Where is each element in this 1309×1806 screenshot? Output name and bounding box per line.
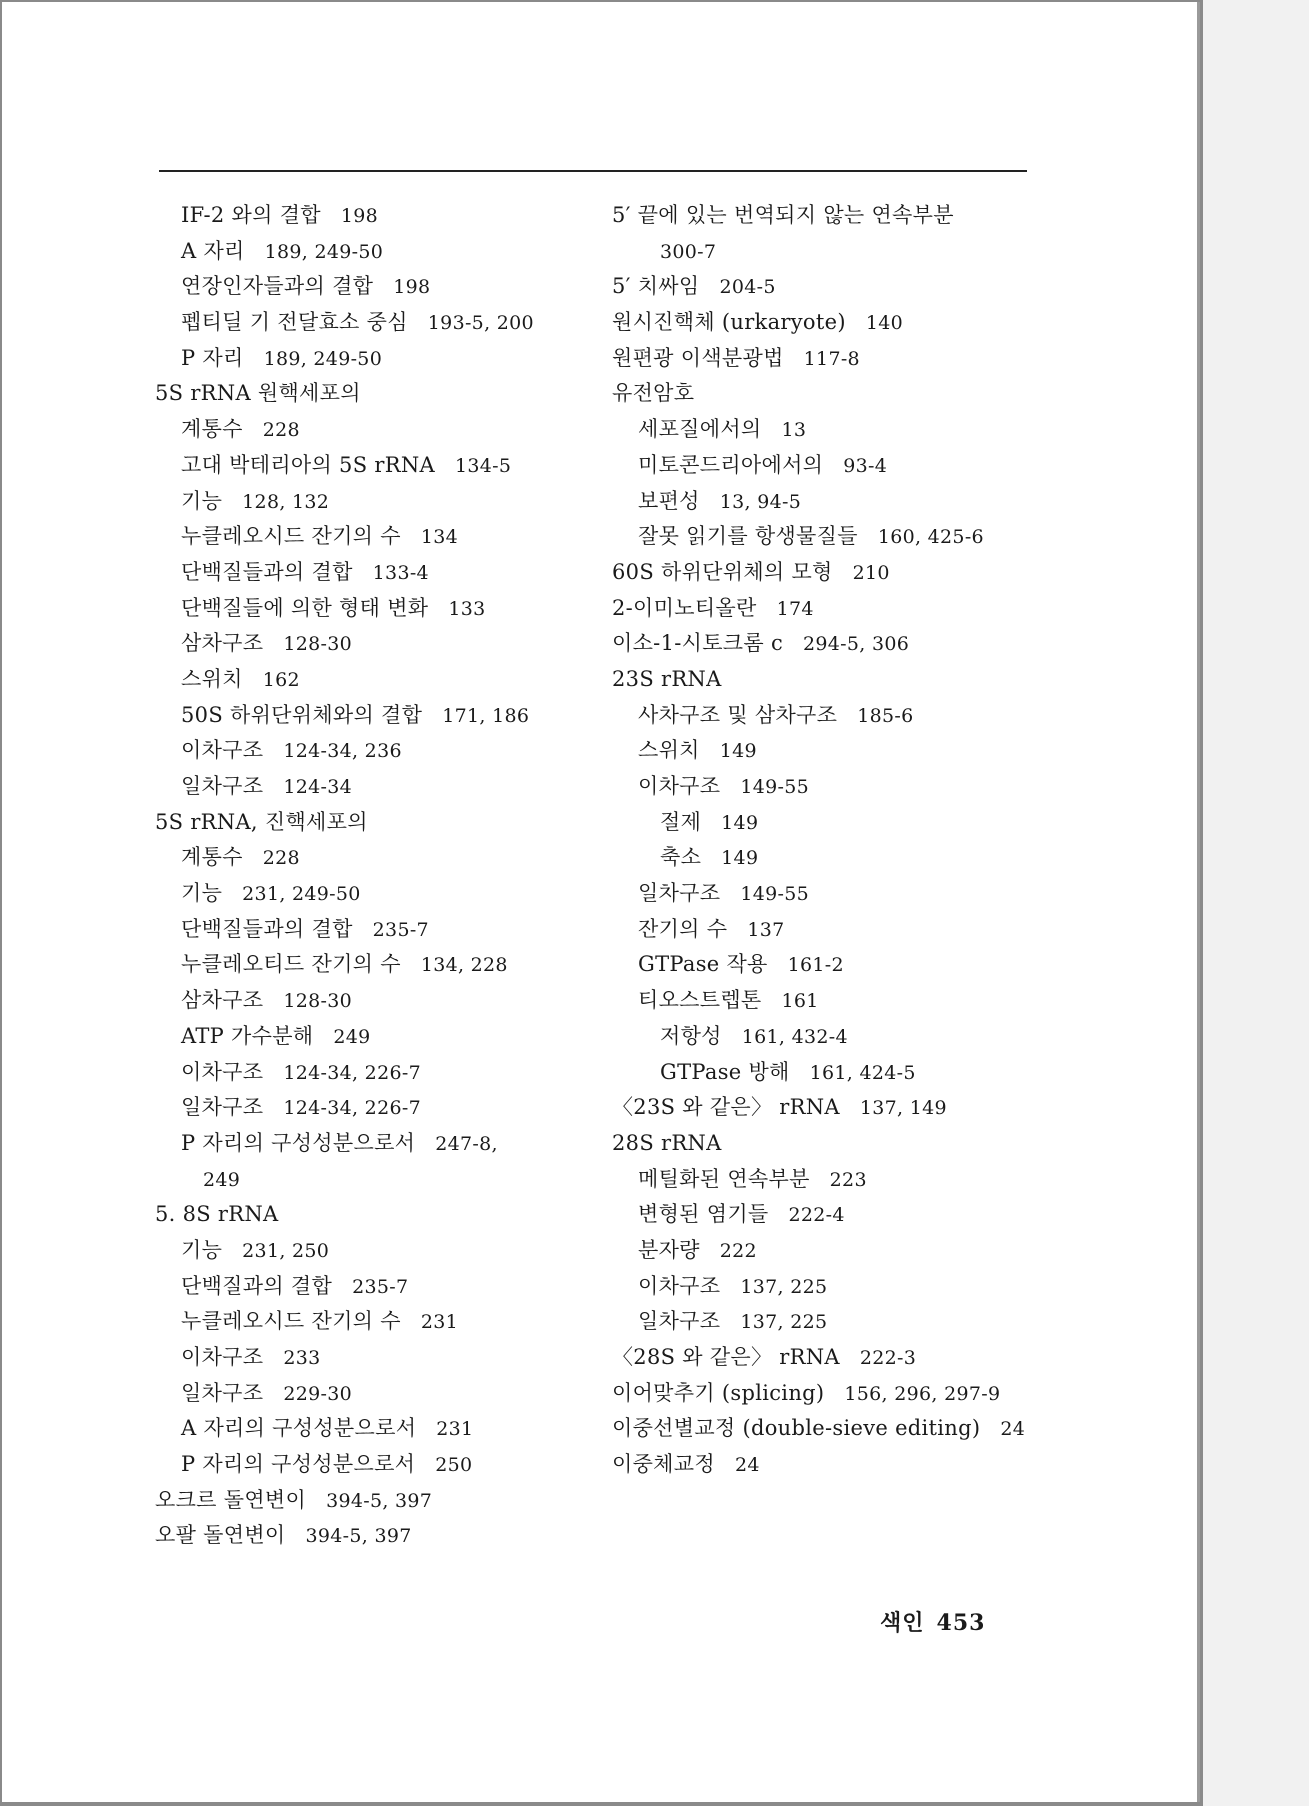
index-pages: 193-5, 200 xyxy=(427,312,534,335)
index-entry xyxy=(155,1269,595,1305)
index-term: 잔기의 수 xyxy=(638,916,728,941)
header-rule xyxy=(159,170,1027,172)
index-pages: 210 xyxy=(852,561,890,584)
index-term: 누클레오티드 잔기의 수 xyxy=(181,952,401,977)
index-entry xyxy=(612,412,1032,448)
index-entry xyxy=(155,1233,595,1269)
index-entry xyxy=(612,234,1032,270)
index-pages: 189, 249-50 xyxy=(263,347,383,370)
index-entry xyxy=(612,1055,1032,1091)
index-term: 23S rRNA xyxy=(612,666,722,691)
index-entry xyxy=(155,733,595,769)
index-pages: 117-8 xyxy=(803,347,860,370)
index-pages: 149 xyxy=(721,847,759,870)
page-footer xyxy=(880,1606,985,1637)
index-term: 일차구조 xyxy=(638,1309,721,1334)
index-entry xyxy=(155,484,595,520)
index-term: 이중선별교정 (double-sieve editing) xyxy=(612,1416,981,1441)
index-term: 5S rRNA 원핵세포의 xyxy=(155,381,361,406)
index-term: 단백질들에 의한 형태 변화 xyxy=(181,595,429,620)
index-entry xyxy=(155,305,595,341)
index-entry xyxy=(155,1411,595,1447)
index-pages: 222-3 xyxy=(859,1347,917,1369)
index-pages: 231, 250 xyxy=(242,1239,330,1262)
index-term: P 자리 xyxy=(181,345,244,370)
index-entry xyxy=(612,698,1032,734)
index-entry xyxy=(155,1340,595,1376)
index-entry xyxy=(612,1340,1032,1376)
index-pages: 24 xyxy=(734,1454,760,1477)
index-column-right xyxy=(612,198,1032,1483)
index-entry xyxy=(155,1162,595,1198)
index-pages: 134 xyxy=(420,526,458,549)
index-entry xyxy=(612,448,1032,484)
index-entry xyxy=(155,448,595,484)
index-entry xyxy=(155,1304,595,1340)
index-entry xyxy=(155,1376,595,1412)
index-pages: 133-4 xyxy=(372,561,429,584)
index-entry xyxy=(155,341,595,377)
index-pages: 124-34, 236 xyxy=(283,740,402,763)
index-pages: 300-7 xyxy=(660,240,717,263)
index-term: 오팔 돌연변이 xyxy=(155,1523,286,1548)
index-entry xyxy=(155,591,595,627)
index-entry xyxy=(612,1447,1032,1483)
index-entry xyxy=(155,769,595,805)
index-term: 이차구조 xyxy=(181,1059,264,1084)
index-entry xyxy=(612,662,1032,698)
index-term: 절제 xyxy=(660,809,702,834)
index-term: 2-이미노티올란 xyxy=(612,595,757,620)
index-pages: 134-5 xyxy=(454,454,512,477)
index-entry xyxy=(155,947,595,983)
index-pages: 174 xyxy=(776,597,814,620)
index-entry xyxy=(155,840,595,876)
index-pages: 171, 186 xyxy=(442,704,530,727)
index-term: 기능 xyxy=(181,1237,223,1262)
index-term: 삼차구조 xyxy=(181,988,264,1013)
index-entry xyxy=(155,912,595,948)
index-entry xyxy=(612,1304,1032,1340)
index-entry xyxy=(155,1126,595,1162)
index-term: 〈28S 와 같은〉 rRNA xyxy=(612,1345,840,1369)
index-pages: 134, 228 xyxy=(420,954,508,977)
index-pages: 231 xyxy=(420,1311,458,1334)
index-term: 계통수 xyxy=(181,845,243,870)
index-pages: 185-6 xyxy=(857,704,914,727)
index-term: P 자리의 구성성분으로서 xyxy=(181,1130,416,1155)
index-pages: 93-4 xyxy=(843,454,888,477)
index-term: 사차구조 및 삼차구조 xyxy=(638,702,838,727)
index-pages: 156, 296, 297-9 xyxy=(844,1382,1001,1405)
index-entry xyxy=(612,983,1032,1019)
index-entry xyxy=(155,1090,595,1126)
index-term: 〈23S 와 같은〉 rRNA xyxy=(612,1095,840,1120)
index-term: 이차구조 xyxy=(638,774,721,798)
index-entry xyxy=(612,733,1032,769)
index-term: 일차구조 xyxy=(181,1380,264,1405)
index-pages: 124-34, 226-7 xyxy=(283,1097,421,1120)
index-term: 스위치 xyxy=(181,666,243,691)
index-term: 연장인자들과의 결합 xyxy=(181,274,374,299)
index-term: 이중체교정 xyxy=(612,1452,715,1477)
index-term: 고대 박테리아의 5S rRNA xyxy=(181,452,435,477)
index-pages: 149 xyxy=(719,740,757,763)
index-entry xyxy=(155,269,595,305)
index-term: 이소-1-시토크롬 c xyxy=(612,631,784,656)
index-pages: 233 xyxy=(283,1347,321,1369)
index-entry xyxy=(612,341,1032,377)
index-term: 50S 하위단위체와의 결합 xyxy=(181,702,423,727)
index-term: 변형된 염기들 xyxy=(638,1202,769,1227)
index-term: 단백질들과의 결합 xyxy=(181,559,353,584)
index-term: 티오스트렙톤 xyxy=(638,988,762,1013)
index-entry xyxy=(155,626,595,662)
index-pages: 249 xyxy=(203,1168,241,1191)
index-pages: 140 xyxy=(865,312,903,335)
index-pages: 13, 94-5 xyxy=(719,490,802,513)
index-pages: 161, 424-5 xyxy=(809,1061,916,1084)
index-entry xyxy=(155,1055,595,1091)
index-pages: 235-7 xyxy=(372,918,429,941)
index-entry xyxy=(612,1019,1032,1055)
index-term: ATP 가수분해 xyxy=(181,1023,314,1048)
index-pages: 161 xyxy=(781,990,819,1013)
index-entry xyxy=(612,876,1032,912)
index-term: 세포질에서의 xyxy=(638,417,762,442)
index-pages: 124-34, 226-7 xyxy=(283,1061,421,1084)
index-entry xyxy=(155,876,595,912)
index-pages: 394-5, 397 xyxy=(305,1525,412,1548)
page-number: 453 xyxy=(936,1610,986,1636)
index-pages: 228 xyxy=(262,419,300,442)
index-pages: 128-30 xyxy=(283,633,353,656)
index-pages: 198 xyxy=(393,276,431,299)
index-term: 일차구조 xyxy=(638,881,721,906)
index-term: 유전암호 xyxy=(612,381,695,406)
index-term: 미토콘드리아에서의 xyxy=(638,452,824,477)
index-term: 축소 xyxy=(660,845,702,870)
index-entry xyxy=(612,840,1032,876)
index-pages: 149 xyxy=(721,811,759,834)
index-term: 기능 xyxy=(181,881,223,906)
index-entry xyxy=(612,305,1032,341)
index-term: 이차구조 xyxy=(181,1345,264,1369)
index-entry xyxy=(612,484,1032,520)
index-term: 원편광 이색분광법 xyxy=(612,345,784,370)
index-term: 이차구조 xyxy=(638,1273,721,1298)
index-term: 5S rRNA, 진핵세포의 xyxy=(155,809,368,834)
index-pages: 149-55 xyxy=(740,776,810,798)
index-pages: 149-55 xyxy=(740,883,810,906)
index-term: 잘못 읽기를 항생물질들 xyxy=(638,524,858,549)
index-term: IF-2 와의 결합 xyxy=(181,203,321,227)
index-entry xyxy=(155,805,595,841)
index-term: 원시진핵체 (urkaryote) xyxy=(612,310,846,335)
index-pages: 133 xyxy=(448,597,486,620)
index-term: 오크르 돌연변이 xyxy=(155,1487,307,1512)
index-pages: 229-30 xyxy=(283,1382,353,1405)
index-entry xyxy=(612,1376,1032,1412)
index-entry xyxy=(612,591,1032,627)
index-pages: 189, 249-50 xyxy=(264,240,384,263)
index-pages: 294-5, 306 xyxy=(803,633,910,656)
index-pages: 128, 132 xyxy=(242,490,330,513)
index-pages: 228 xyxy=(262,847,300,870)
index-pages: 223 xyxy=(829,1168,867,1191)
index-pages: 137, 225 xyxy=(740,1311,828,1334)
index-pages: 161-2 xyxy=(787,954,844,977)
index-term: 단백질과의 결합 xyxy=(181,1273,333,1298)
index-pages: 235-7 xyxy=(352,1275,409,1298)
index-entry xyxy=(612,555,1032,591)
index-term: 5′ 치싸임 xyxy=(612,274,700,299)
index-entry xyxy=(612,1269,1032,1305)
index-pages: 137 xyxy=(747,918,785,941)
index-entry xyxy=(155,1019,595,1055)
index-pages: 137, 149 xyxy=(859,1097,947,1120)
index-entry xyxy=(155,1197,595,1233)
index-term: 누클레오시드 잔기의 수 xyxy=(181,524,401,549)
index-entry xyxy=(612,1233,1032,1269)
index-term: A 자리의 구성성분으로서 xyxy=(181,1416,417,1441)
index-pages: 128-30 xyxy=(283,990,353,1013)
index-pages: 160, 425-6 xyxy=(877,526,984,549)
index-entry xyxy=(155,983,595,1019)
index-pages: 247-8, xyxy=(435,1132,498,1155)
page-shadow xyxy=(1203,0,1309,1806)
index-entry xyxy=(612,269,1032,305)
index-term: 5′ 끝에 있는 번역되지 않는 연속부분 xyxy=(612,203,954,227)
index-term: GTPase 방해 xyxy=(660,1059,790,1084)
index-term: 기능 xyxy=(181,488,223,513)
index-entry xyxy=(612,947,1032,983)
index-term: 펩티딜 기 전달효소 중심 xyxy=(181,310,408,335)
index-entry xyxy=(155,698,595,734)
index-pages: 162 xyxy=(262,668,300,691)
index-pages: 137, 225 xyxy=(740,1275,828,1298)
index-term: 28S rRNA xyxy=(612,1130,722,1155)
index-term: 분자량 xyxy=(638,1237,700,1262)
index-entry xyxy=(612,912,1032,948)
index-term: GTPase 작용 xyxy=(638,952,768,977)
index-term: 5. 8S rRNA xyxy=(155,1202,279,1227)
index-pages: 161, 432-4 xyxy=(741,1025,848,1048)
index-entry xyxy=(155,234,595,270)
index-entry xyxy=(612,1411,1032,1447)
index-entry xyxy=(612,1197,1032,1233)
index-entry xyxy=(612,519,1032,555)
index-entry xyxy=(612,1162,1032,1198)
index-entry xyxy=(612,1090,1032,1126)
index-pages: 124-34 xyxy=(283,776,353,798)
index-term: 일차구조 xyxy=(181,774,264,798)
index-pages: 24 xyxy=(1000,1418,1026,1441)
index-entry xyxy=(155,376,595,412)
index-entry xyxy=(612,198,1032,234)
index-pages: 204-5 xyxy=(719,276,776,299)
index-pages: 198 xyxy=(340,205,379,227)
index-term: 누클레오시드 잔기의 수 xyxy=(181,1309,401,1334)
index-entry xyxy=(612,805,1032,841)
index-term: 이어맞추기 (splicing) xyxy=(612,1380,825,1405)
index-pages: 231, 249-50 xyxy=(242,883,361,906)
index-pages: 250 xyxy=(435,1454,473,1477)
index-entry xyxy=(612,1126,1032,1162)
index-entry xyxy=(155,412,595,448)
index-term: 보편성 xyxy=(638,488,700,513)
index-term: 60S 하위단위체의 모형 xyxy=(612,559,833,584)
index-term: 메틸화된 연속부분 xyxy=(638,1166,810,1191)
index-pages: 222-4 xyxy=(788,1204,845,1227)
index-entry xyxy=(155,198,595,234)
index-term: P 자리의 구성성분으로서 xyxy=(181,1452,416,1477)
index-pages: 222 xyxy=(719,1239,757,1262)
index-column-left xyxy=(155,198,595,1554)
index-term: 삼차구조 xyxy=(181,631,264,656)
index-term: A 자리 xyxy=(181,238,245,263)
index-pages: 13 xyxy=(781,419,807,442)
index-entry xyxy=(612,769,1032,805)
footer-label: 색인 xyxy=(880,1610,925,1636)
index-term: 저항성 xyxy=(660,1023,722,1048)
index-entry xyxy=(155,519,595,555)
index-term: 단백질들과의 결합 xyxy=(181,916,353,941)
index-pages: 394-5, 397 xyxy=(326,1489,433,1512)
index-term: 일차구조 xyxy=(181,1095,264,1120)
index-term: 스위치 xyxy=(638,738,700,763)
index-entry xyxy=(612,626,1032,662)
index-entry xyxy=(155,1483,595,1519)
index-entry xyxy=(155,555,595,591)
index-entry xyxy=(612,376,1032,412)
index-entry xyxy=(155,662,595,698)
index-pages: 231 xyxy=(436,1418,474,1441)
index-entry xyxy=(155,1447,595,1483)
index-pages: 249 xyxy=(333,1025,371,1048)
index-term: 이차구조 xyxy=(181,738,264,763)
index-term: 계통수 xyxy=(181,417,243,442)
index-entry xyxy=(155,1518,595,1554)
